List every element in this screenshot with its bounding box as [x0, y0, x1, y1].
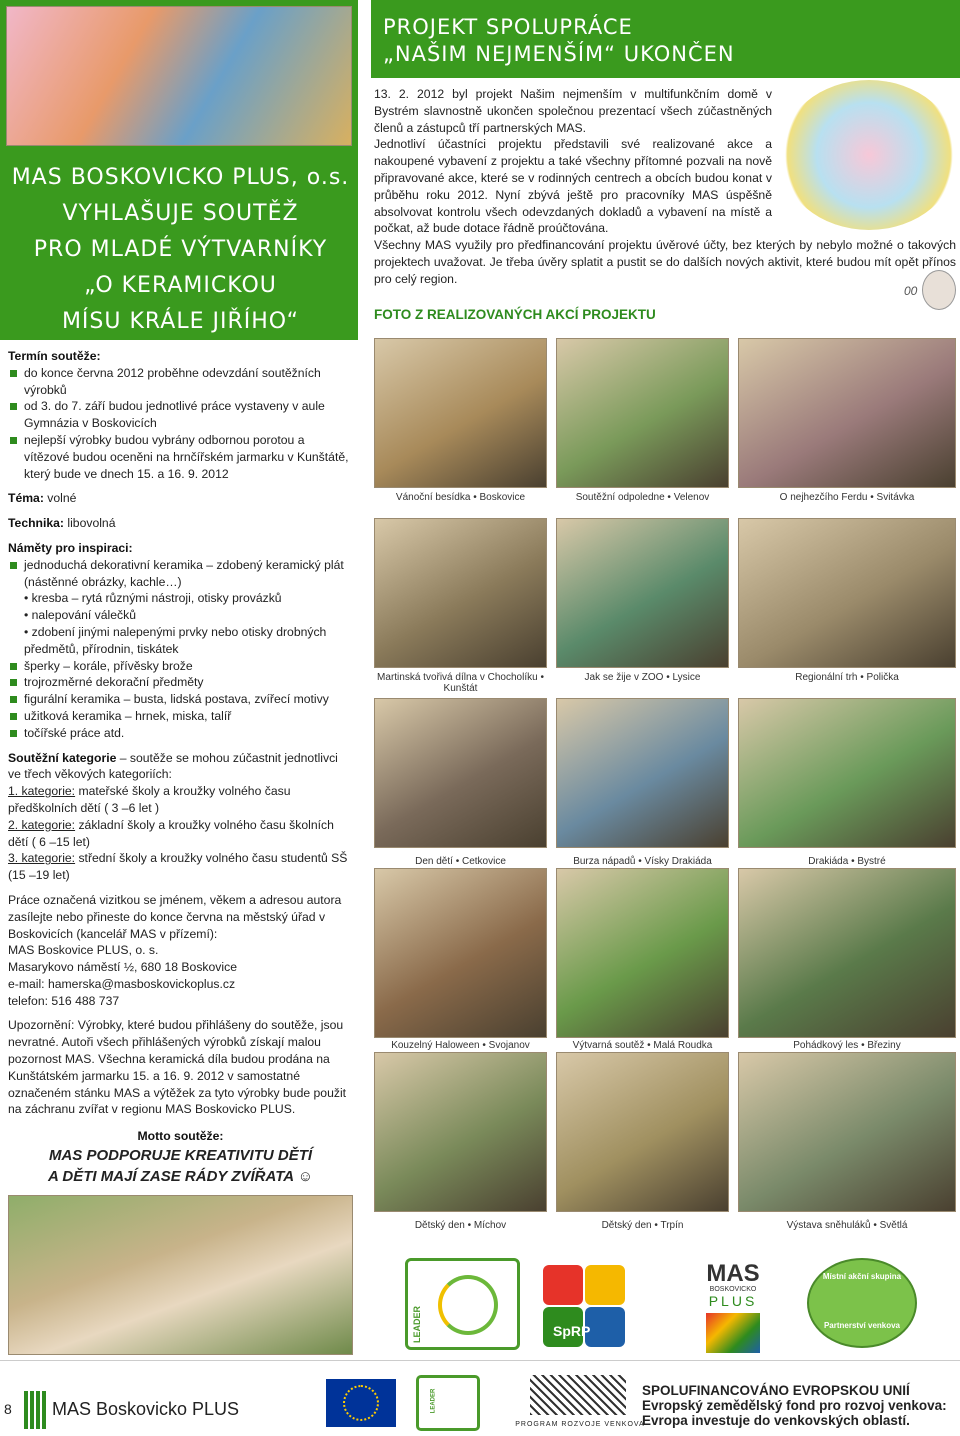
- project-para-2: Jednotliví účastníci projektu představili své realizované akce a nakoupené vybavení z projektu a také všechny přítomné pozvali na nově připravované akce, které se v rodinných centrech a obcích budou konat v průběhu roku 2012. Nyní zbývá ještě pro pracovníky MAS úspěšně absolvovat kontrolu všech odevzdaných dokladů a vybavení na místě a počkat, až bude dotace řádně proúčtována.: [374, 137, 772, 236]
- motto-heading: Motto soutěže:: [137, 1129, 224, 1144]
- footer-title: MAS Boskovicko PLUS: [52, 1399, 240, 1419]
- event-photo: [556, 868, 729, 1038]
- address-2: Masarykovo náměstí ½, 680 18 Boskovice: [8, 960, 237, 975]
- event-photo: [738, 518, 956, 668]
- event-photo: [556, 518, 729, 668]
- competition-text: [8, 348, 353, 1187]
- termin-item-3: nejlepší výrobky budou vybrány odbornou porotou a vítězové budou oceněni na hrnčířském jarmarku v Kunštátě, který bude ve dnech 15. a 16. 9. 2012: [8, 432, 353, 482]
- leader-logo: LEADER: [405, 1258, 520, 1350]
- notice-text: Upozornění: Výrobky, které budou přihlášeny do soutěže, jsou nevratné. Autoři všech přihlášených výrobků získají malou pozornost MAS. Všechna keramická díla budou prodána na Kunštátském jarmarku 15. a 16. 9. 2012 v samostatné označeném stánku MAS a výtěžek za tyto výrobky bude použit na záchranu zvířat v regionu MAS Boskovicko PLUS.: [8, 1018, 347, 1117]
- sprp-logo: SpRP: [543, 1265, 628, 1350]
- motto-line1: MAS PODPORUJE KREATIVITU DĚTÍ: [48, 1147, 313, 1165]
- event-photo: [738, 868, 956, 1038]
- photo-caption: Pohádkový les • Březiny: [793, 1040, 901, 1051]
- project-header: [371, 0, 960, 78]
- ceramics-photo: [6, 6, 352, 146]
- event-photo: [374, 698, 547, 848]
- photo-caption: Regionální trh • Polička: [795, 672, 899, 683]
- submission-text: Práce označená vizitkou se jménem, věkem a adresou autora zasílejte nebo přineste do konce června na městský úřad v Boskovicích (kancelář MAS v přízemí):: [8, 892, 342, 941]
- banner-line1: MAS BOSKOVICKO PLUS, o.s.: [11, 165, 350, 190]
- kategorie-heading: Soutěžní kategorie: [8, 750, 117, 765]
- author-portrait: [922, 270, 956, 310]
- photo-caption: Soutěžní odpoledne • Velenov: [575, 492, 710, 503]
- termin-item-1: do konce června 2012 proběhne odevzdání soutěžních výrobků: [8, 365, 353, 399]
- email[interactable]: e-mail: hamerska@masboskovickoplus.cz: [8, 976, 236, 991]
- telephone: telefon: 516 488 737: [8, 993, 120, 1008]
- photo-caption: Martinská tvořivá dílna v Chocholíku • Kunštát: [377, 672, 544, 694]
- namet-3: trojrozměrné dekorační předměty: [8, 674, 353, 691]
- photo-caption: Jak se žije v ZOO • Lysice: [584, 672, 701, 683]
- signature: 00: [904, 284, 918, 298]
- banner-line3: PRO MLADÉ VÝTVARNÍKY: [33, 237, 328, 262]
- photo-caption: Den dětí • Cetkovice: [415, 856, 506, 867]
- banner-line5: MÍSU KRÁLE JIŘÍHO“: [61, 309, 300, 334]
- event-photo: [374, 1052, 547, 1212]
- kategorie-3-label: 3. kategorie:: [8, 851, 76, 866]
- termin-heading: Termín soutěže:: [8, 349, 101, 363]
- cofinanced-line3: Evropa investuje do venkovských oblastí.: [642, 1413, 910, 1428]
- prv-logo: [530, 1375, 626, 1415]
- project-text: [374, 86, 956, 288]
- partnerstvi-venkova-logo: Místní akční skupina Partnerství venkova: [807, 1258, 917, 1348]
- photo-caption: Výstava sněhuláků • Světlá: [786, 1220, 908, 1231]
- footer-leader-logo: LEADER: [416, 1375, 480, 1431]
- address-1: MAS Boskovice PLUS, o. s.: [8, 943, 159, 958]
- motto-line2: A DĚTI MAJÍ ZASE RÁDY ZVÍŘATA ☺: [47, 1168, 314, 1186]
- kategorie-1-text: mateřské školy a kroužky volného času předškolních dětí ( 3 –6 let ): [8, 784, 291, 815]
- tema-value: volné: [43, 491, 77, 506]
- banner-line2: VYHLAŠUJE SOUTĚŽ: [62, 201, 299, 226]
- technika-heading: Technika:: [8, 516, 64, 531]
- kategorie-2-text: základní školy a kroužky volného času školních dětí ( 6 –15 let): [8, 817, 334, 849]
- girls-puppies-photo: [8, 1195, 353, 1355]
- namet-2: šperky – korále, přívěsky brože: [8, 658, 353, 675]
- cofinanced-line2: Evropský zemědělský fond pro rozvoj venkova:: [642, 1398, 947, 1413]
- photo-caption: Kouzelný Haloween • Svojanov: [391, 1040, 530, 1051]
- photo-caption: O nejhezčího Ferdu • Svitávka: [779, 492, 915, 503]
- event-photo: [374, 338, 547, 488]
- kategorie-text: – soutěže se mohou zúčastnit jednotlivci ve třech věkových kategoriích:: [8, 750, 338, 782]
- project-title-1: PROJEKT SPOLUPRÁCE: [383, 15, 633, 39]
- photo-caption: Drakiáda • Bystré: [808, 856, 886, 867]
- photo-caption: Výtvarná soutěž • Malá Roudka: [572, 1040, 713, 1051]
- page-number: 8: [4, 1401, 12, 1417]
- event-photo: [374, 868, 547, 1038]
- prv-label: PROGRAM ROZVOJE VENKOVA: [515, 1421, 645, 1428]
- namet-6: točířské práce atd.: [8, 725, 353, 742]
- kategorie-1-label: 1. kategorie:: [8, 784, 76, 799]
- footer: [0, 1360, 960, 1436]
- event-photo: [374, 518, 547, 668]
- namet-sub-1: • kresba – rytá různými nástroji, otisky provázků: [24, 591, 282, 606]
- photo-caption: Burza nápadů • Vísky Drakiáda: [573, 856, 712, 867]
- project-para-1: 13. 2. 2012 byl projekt Našim nejmenším v multifunkčním domě v Bystrém slavnostně ukončen společnou prezentací všech zúčastněných členů a zástupců tří partnerských MAS.: [374, 87, 772, 135]
- photos-heading: FOTO Z REALIZOVANÝCH AKCÍ PROJEKTU: [374, 307, 656, 322]
- event-photo: [556, 338, 729, 488]
- left-banner: [0, 0, 358, 340]
- namety-heading: Náměty pro inspiraci:: [8, 540, 133, 555]
- project-title-2: „NAŠIM NEJMENŠÍM“ UKONČEN: [383, 42, 735, 66]
- termin-item-2: od 3. do 7. září budou jednotlivé práce vystaveny v aule Gymnázia v Boskovicích: [8, 398, 353, 432]
- kategorie-3-text: střední školy a kroužky volného času studentů SŠ (15 –19 let): [8, 851, 348, 883]
- banner-line4: „O KERAMICKOU: [84, 273, 277, 298]
- namet-sub-2: • nalepování válečků: [24, 608, 136, 623]
- namet-5: užitková keramika – hrnek, miska, talíř: [8, 708, 353, 725]
- technika-value: libovolná: [64, 516, 116, 531]
- kategorie-2-label: 2. kategorie:: [8, 817, 76, 832]
- event-photo: [738, 698, 956, 848]
- event-photo: [738, 1052, 956, 1212]
- mas-boskovicko-logo: MAS BOSKOVICKO PLUS: [690, 1262, 776, 1353]
- eu-flag-icon: [326, 1379, 396, 1427]
- photo-caption: Dětský den • Míchov: [414, 1220, 507, 1231]
- photo-caption: Vánoční besídka • Boskovice: [395, 492, 526, 503]
- footer-bar-icon: [24, 1391, 46, 1429]
- project-para-3: Všechny MAS využily pro předfinancování projektu úvěrové účty, bez kterých by nebylo možné o takových projektech uvažovat. Je třeba úvěry splatit a pustit se do dalších nových aktivit, které budou mít opět přínos pro celý region.: [374, 238, 956, 286]
- event-photo: [556, 1052, 729, 1212]
- event-photo: [556, 698, 729, 848]
- photo-caption: Dětský den • Trpín: [601, 1220, 684, 1231]
- namet-1: jednoduchá dekorativní keramika – zdobený keramický plát (nástěnné obrázky, kachle…): [8, 557, 353, 591]
- event-photo: [738, 338, 956, 488]
- namet-sub-3: • zdobení jinými nalepenými prvky nebo otisky drobných předmětů, přírodnin, tiskátek: [24, 624, 327, 656]
- cofinanced-line1: SPOLUFINANCOVÁNO EVROPSKOU UNIÍ: [642, 1383, 910, 1398]
- tema-heading: Téma:: [8, 491, 44, 506]
- namet-4: figurální keramika – busta, lidská postava, zvířecí motivy: [8, 691, 353, 708]
